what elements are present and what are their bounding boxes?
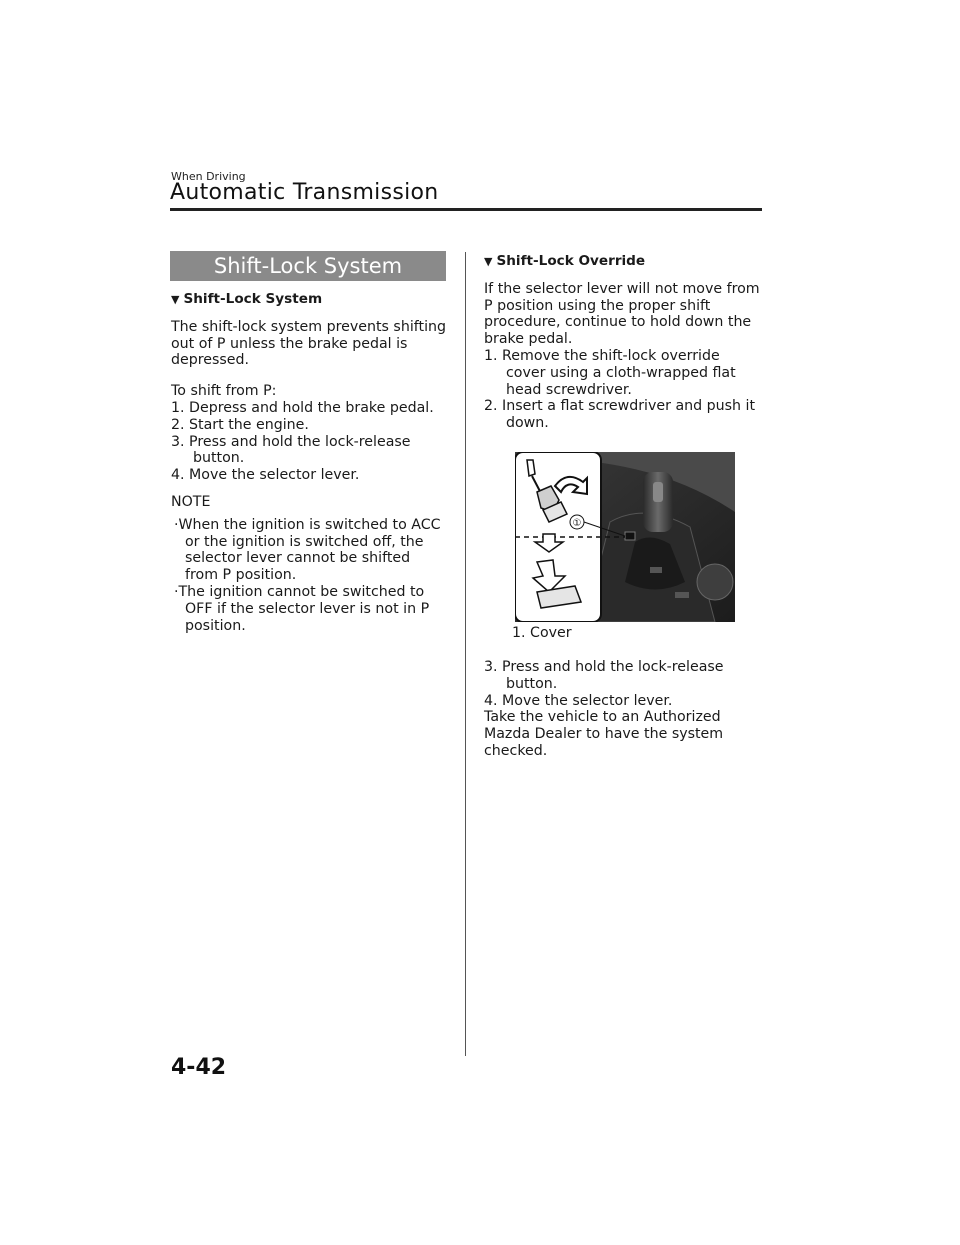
triangle-down-icon: ▼ — [484, 255, 493, 268]
step-2: 2. Start the engine. — [171, 416, 309, 433]
note-text: When the ignition is switched to ACC or the ignition is switched off, the selector lever cannot be shifted from P position. — [178, 516, 441, 584]
left-column — [171, 291, 446, 634]
left-intro: The shift-lock system prevents shifting out of P unless the brake pedal is depressed. — [171, 318, 447, 369]
step-3: 3. Press and hold the lock-release button. — [171, 433, 411, 467]
override-step-4: 4. Move the selector lever. — [484, 692, 673, 709]
note-item: ·The ignition cannot be switched to OFF if the selector lever is not in P position. — [174, 583, 430, 634]
shift-lock-figure — [515, 452, 735, 622]
left-subhead — [171, 291, 446, 309]
note-item: ·When the ignition is switched to ACC or the ignition is switched off, the selector lever cannot be shifted from P position. — [174, 516, 441, 584]
section-banner — [170, 251, 446, 281]
override-step-3: 3. Press and hold the lock-release button. — [484, 659, 724, 692]
header-rule — [170, 208, 762, 211]
right-intro: If the selector lever will not move from P position using the proper shift procedure, continue to hold down the brake pedal. — [484, 280, 760, 348]
closing-text: Take the vehicle to an Authorized Mazda Dealer to have the system checked. — [484, 709, 724, 759]
note-text: The ignition cannot be switched to OFF if the selector lever is not in P position. — [178, 583, 430, 634]
left-subhead-text: Shift-Lock System — [183, 291, 323, 307]
figure-callout: ① — [572, 518, 582, 529]
banner-title: Shift-Lock System — [213, 254, 403, 278]
override-step-1: 1. Remove the shift-lock override cover using a cloth-wrapped flat head screwdriver. — [484, 347, 736, 398]
right-column-continued — [484, 659, 762, 760]
page-title: Automatic Transmission — [170, 180, 439, 205]
triangle-down-icon: ▼ — [171, 293, 180, 306]
right-subhead-text: Shift-Lock Override — [496, 253, 646, 269]
override-step-2: 2. Insert a flat screwdriver and push it down. — [484, 398, 756, 432]
note-label: NOTE — [171, 493, 211, 510]
shift-lever-illustration — [515, 452, 735, 622]
step-1: 1. Depress and hold the brake pedal. — [171, 399, 434, 416]
figure-caption: 1. Cover — [512, 625, 572, 641]
page-number: 4-42 — [171, 1055, 227, 1080]
steps-intro: To shift from P: — [171, 383, 277, 400]
section-label: When Driving — [171, 170, 246, 183]
right-subhead — [484, 253, 762, 271]
step-4: 4. Move the selector lever. — [171, 467, 360, 484]
right-column — [484, 253, 762, 432]
column-divider — [465, 252, 466, 1056]
